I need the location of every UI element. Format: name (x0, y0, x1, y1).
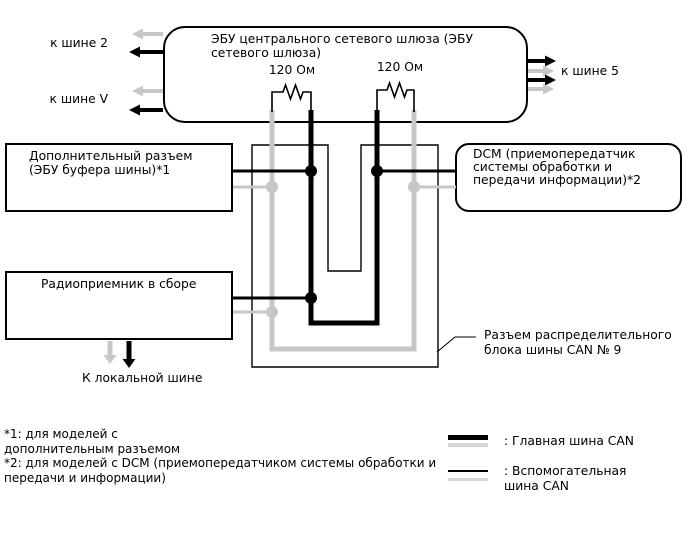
bus5-arrow-gray-icon (528, 84, 554, 95)
dcm-label-line3: передачи информации)*2 (473, 173, 641, 187)
footnote-line3: *2: для моделей с DCM (приемопередатчиком системы обработки и (4, 456, 437, 470)
aux-connector-box (5, 143, 233, 212)
bus5-arrow-black-icon (528, 75, 556, 86)
legend-aux-label-line2: шина CAN (504, 479, 569, 493)
bus2-arrow-gray-icon (132, 29, 163, 40)
gateway-ecu-box (163, 26, 528, 123)
legend-aux-gray-swatch (448, 478, 488, 481)
gray-junction-dot (408, 181, 420, 193)
bus5-label: к шине 5 (561, 64, 619, 78)
junction-block-outline (252, 145, 438, 367)
aux-connector-label-line2: (ЭБУ буфера шины)*1 (29, 163, 171, 177)
bus5-arrow-gray-icon (528, 66, 554, 77)
gray-junction-dot (266, 306, 278, 318)
footnote-line2: дополнительным разъемом (4, 441, 181, 456)
gray-junction-dot (266, 181, 278, 193)
junction-leader-line (437, 337, 476, 352)
black-junction-dot (305, 292, 317, 304)
radio-receiver-box (5, 271, 233, 340)
busV-arrow-gray-icon (132, 86, 163, 97)
dcm-box (455, 143, 682, 212)
junction-label-line2: блока шины CAN № 9 (484, 343, 622, 357)
local-bus-label: К локальной шине (82, 371, 203, 385)
bus5-arrow-black-icon (528, 56, 556, 67)
legend-main-gray-swatch (448, 443, 488, 448)
footnote-line1: *1: для моделей с (4, 427, 118, 441)
busV-label: к шине V (49, 92, 108, 106)
junction-label-line1: Разъем распределительного (484, 328, 672, 342)
dcm-label-line1: DCM (приемопередатчик (473, 147, 636, 161)
dcm-label-line2: системы обработки и (473, 160, 613, 174)
legend-aux-label-line1: : Вспомогательная (504, 464, 627, 478)
gray-bus-wire (272, 110, 414, 349)
black-bus-wire (311, 110, 377, 323)
bus2-arrow-black-icon (129, 47, 163, 58)
footnote-line4: передачи и информации) (4, 470, 166, 485)
aux-connector-label-line1: Дополнительный разъем (29, 149, 193, 163)
radio-receiver-label: Радиоприемник в сборе (41, 277, 197, 291)
busV-arrow-black-icon (129, 105, 163, 116)
resistor-right-value: 120 Ом (376, 60, 424, 74)
local-bus-arrow-black-icon (123, 341, 136, 368)
black-junction-dot (371, 165, 383, 177)
legend-aux-black-swatch (448, 470, 488, 472)
legend-main-black-swatch (448, 435, 488, 440)
black-junction-dot (305, 165, 317, 177)
legend-main-label: : Главная шина CAN (504, 434, 634, 448)
local-bus-arrow-gray-icon (104, 341, 117, 364)
bus2-label: к шине 2 (50, 36, 108, 50)
gateway-ecu-label-line2: сетевого шлюза) (211, 46, 322, 60)
resistor-left-value: 120 Ом (268, 63, 316, 77)
gateway-ecu-label-line1: ЭБУ центрального сетевого шлюза (ЭБУ (211, 32, 473, 46)
